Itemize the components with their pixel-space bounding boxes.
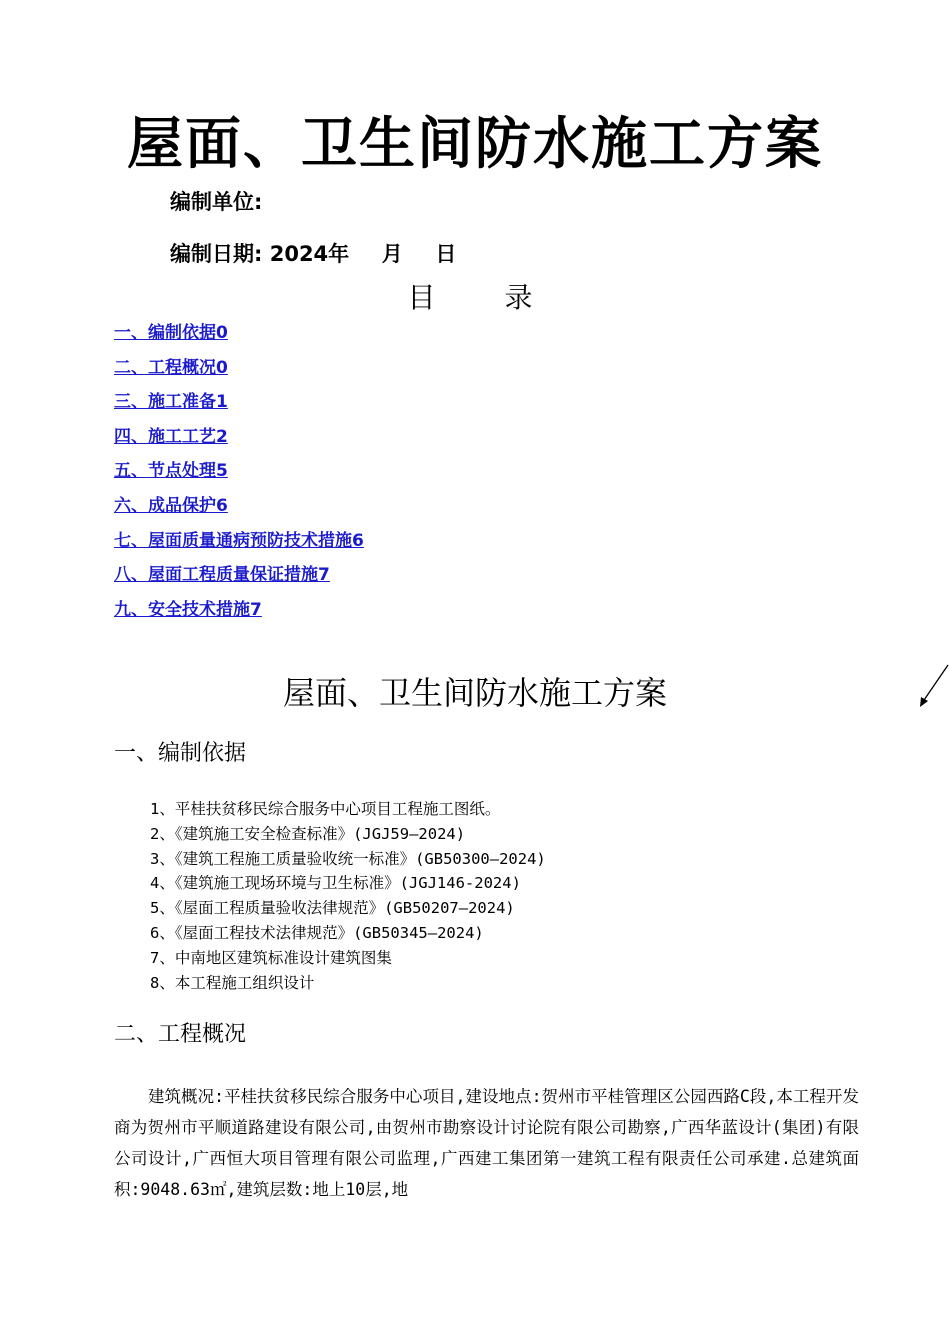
- compile-unit-label: 编制单位:: [170, 190, 263, 214]
- reference-item: 8、本工程施工组织设计: [150, 973, 315, 992]
- toc-link-8[interactable]: 八、屋面工程质量保证措施7: [114, 565, 330, 586]
- toc-item: [114, 597, 364, 632]
- section-heading-overview: 二、工程概况: [114, 1022, 247, 1047]
- section-heading-basis: 一、编制依据: [114, 741, 247, 766]
- toc-link-2[interactable]: 二、工程概况0: [114, 357, 228, 378]
- toc-link-3[interactable]: 三、施工准备1: [114, 392, 228, 413]
- toc-item: [114, 355, 364, 390]
- reference-item: 2、《建筑施工安全检查标准》(JGJ59—2024): [150, 824, 466, 843]
- compile-unit-line: [170, 186, 262, 216]
- compile-date-year: 2024年: [269, 242, 350, 266]
- reference-item: 5、《屋面工程质量验收法律规范》(GB50207—2024): [150, 899, 515, 918]
- reference-item: 7、中南地区建筑标准设计建筑图集: [150, 948, 392, 967]
- reference-item: 6、《屋面工程技术法律规范》(GB50345—2024): [150, 923, 484, 942]
- toc-link-1[interactable]: 一、编制依据0: [114, 323, 228, 343]
- toc-link-5[interactable]: 五、节点处理5: [114, 461, 228, 482]
- toc-item: [114, 389, 364, 424]
- toc-link-9[interactable]: 九、安全技术措施7: [114, 599, 262, 620]
- toc-item: [114, 493, 364, 528]
- compile-date-day: 日: [435, 242, 457, 266]
- reference-item: 3、《建筑工程施工质量验收统一标准》(GB50300—2024): [150, 849, 546, 868]
- toc-list: [114, 320, 364, 631]
- arrow-icon: [918, 663, 950, 709]
- toc-item: [114, 528, 364, 563]
- reference-list: [150, 798, 546, 996]
- toc-item: [114, 320, 364, 355]
- document-title: 屋面、卫生间防水施工方案: [282, 674, 667, 712]
- overview-paragraph: 建筑概况:平桂扶贫移民综合服务中心项目,建设地点:贺州市平桂管理区公园西路C段,本工程开发商为贺州市平顺道路建设有限公司,由贺州市勘察设计讨论院有限公司勘察,广西华蓝设计(集团)有限公司设计,广西恒大项目管理有限公司监理,广西建工集团第一建筑工程有限责任公司承建.总建筑面积:9048.63㎡,建筑层数:地上10层,地: [114, 1087, 859, 1199]
- toc-item: [114, 562, 364, 597]
- reference-item: 4、《建筑施工现场环境与卫生标准》(JGJ146-2024): [150, 874, 521, 893]
- reference-item: 1、平桂扶贫移民综合服务中心项目工程施工图纸。: [150, 800, 501, 818]
- toc-link-4[interactable]: 四、施工工艺2: [114, 426, 228, 447]
- compile-date-month: 月: [381, 242, 403, 266]
- toc-link-7[interactable]: 七、屋面质量通病预防技术措施6: [114, 530, 364, 551]
- cover-title: 屋面、卫生间防水施工方案: [127, 112, 823, 177]
- toc-heading: 目 录: [407, 281, 563, 314]
- toc-item: [114, 458, 364, 493]
- toc-item: [114, 424, 364, 459]
- compile-date-line: [170, 238, 456, 268]
- toc-link-6[interactable]: 六、成品保护6: [114, 495, 228, 516]
- compile-date-label: 编制日期:: [170, 242, 263, 266]
